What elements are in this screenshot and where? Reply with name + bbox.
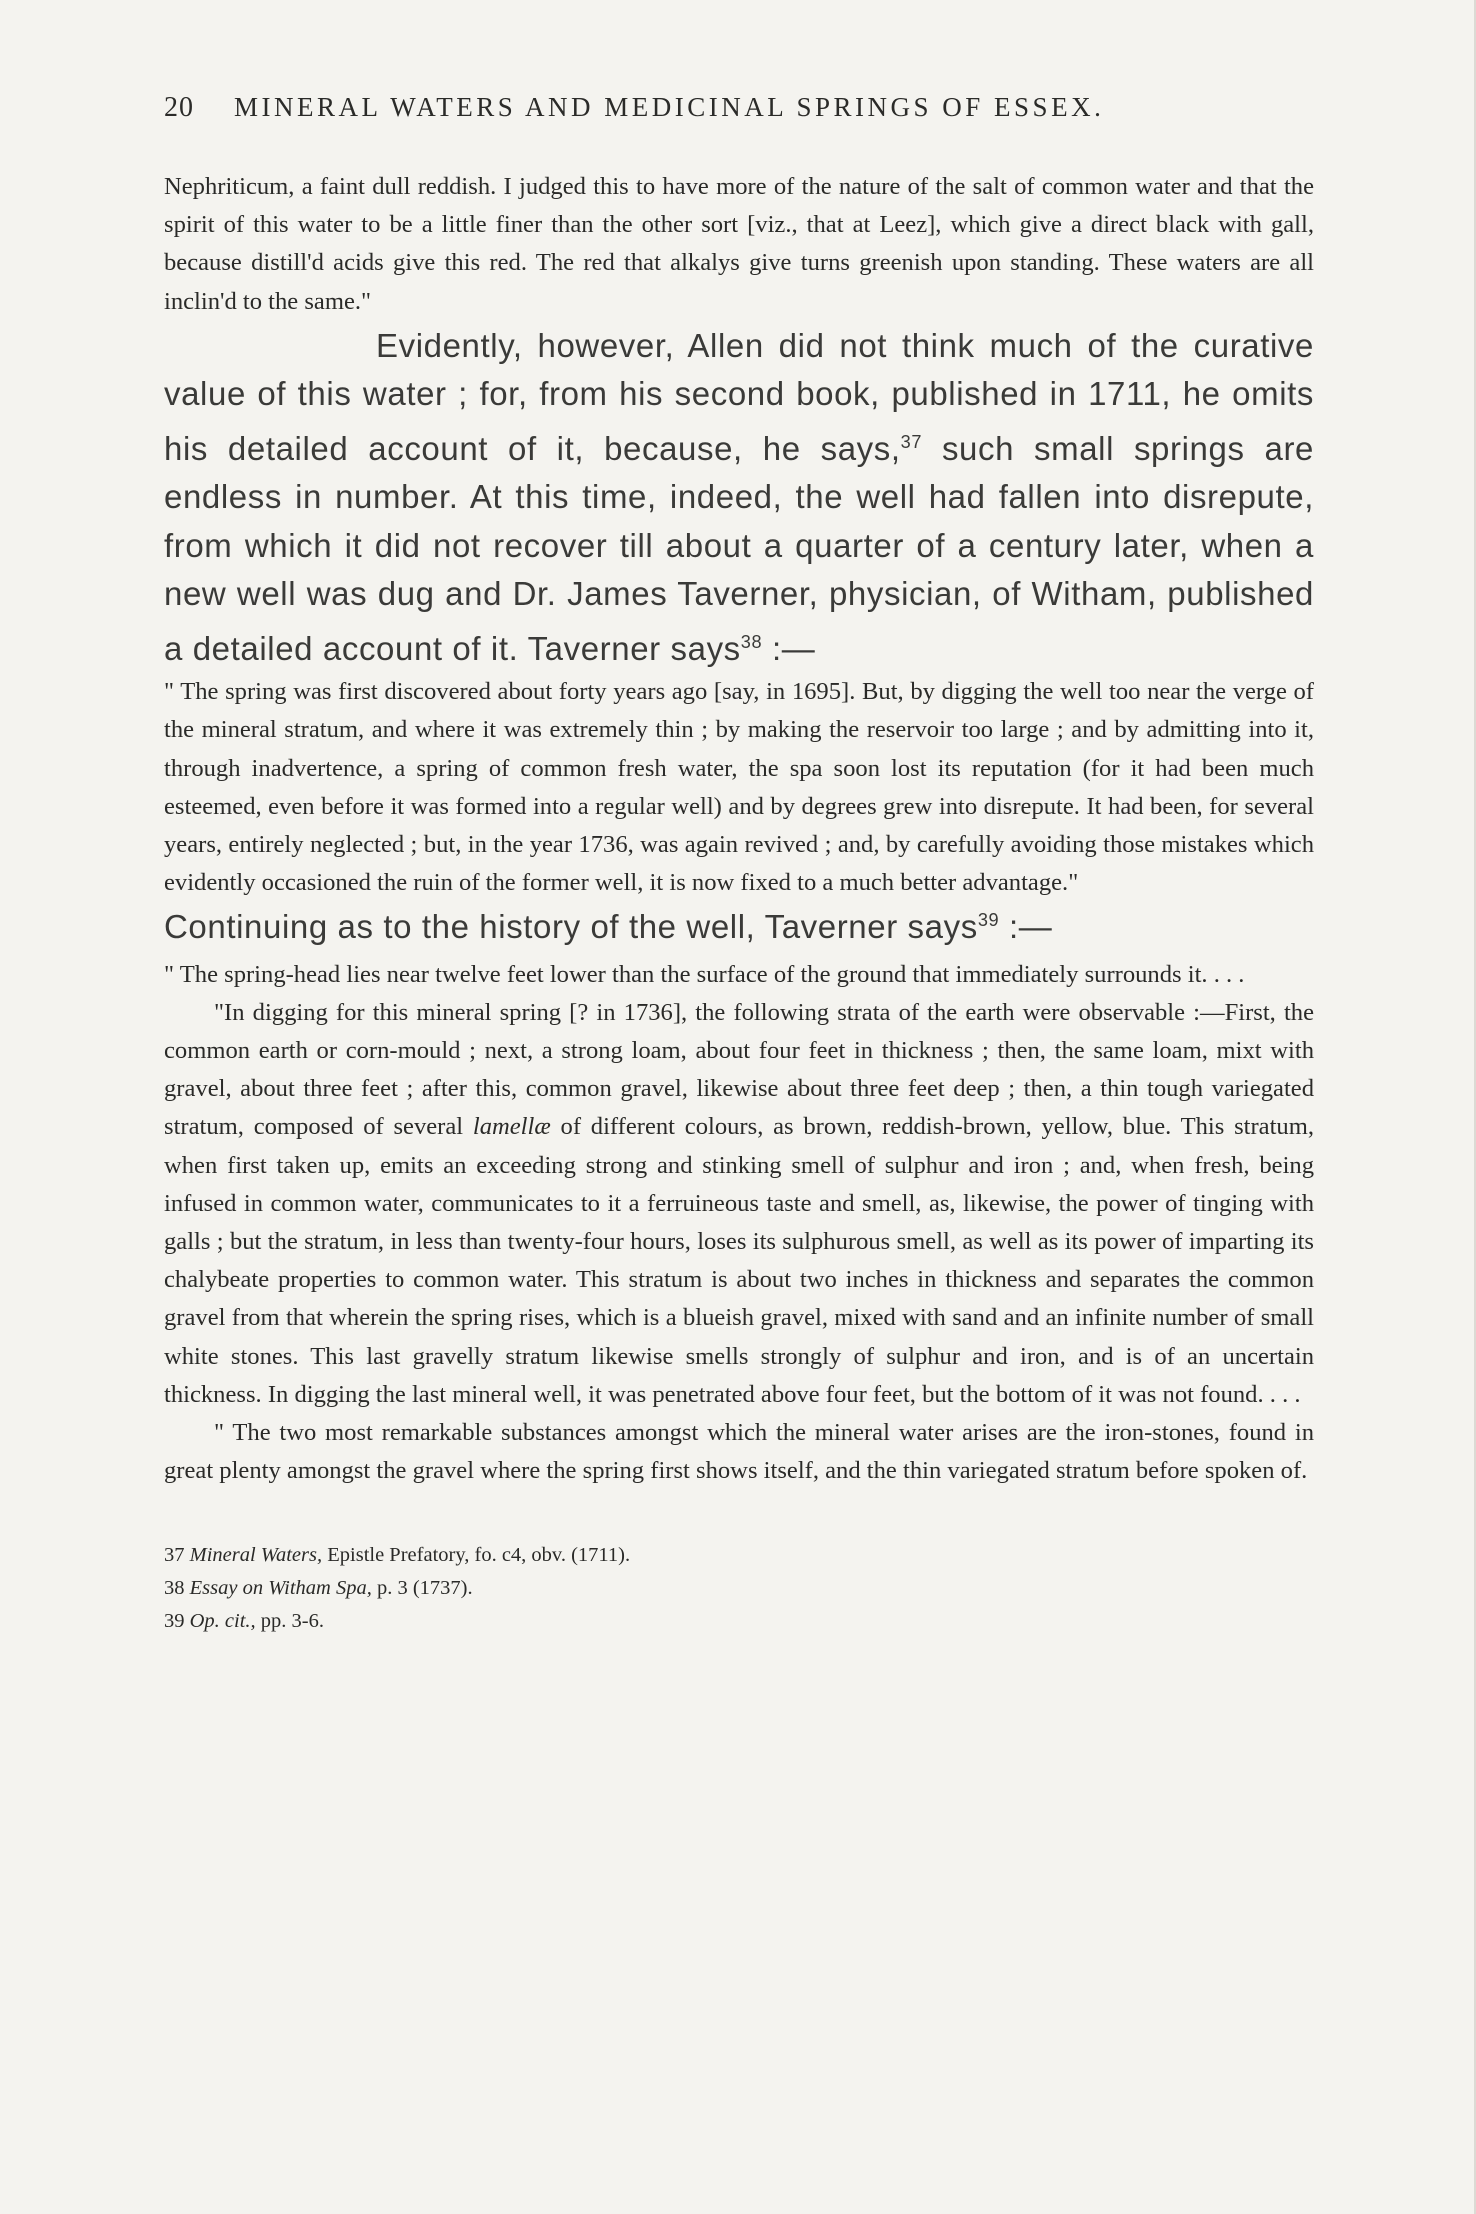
- paragraph-allen: [164, 322, 1314, 673]
- footnote-rest: Epistle Prefatory, fo. c4, obv. (1711).: [322, 1543, 631, 1566]
- footnote-37: [164, 1539, 1314, 1572]
- footnote-38: [164, 1572, 1314, 1605]
- quote-spring-head: " The spring-head lies near twelve feet lower than the surface of the ground that immediately surrounds it. . . .: [164, 960, 1245, 988]
- footnote-number: 37: [164, 1543, 185, 1566]
- footnote-title: Mineral Waters,: [189, 1543, 323, 1566]
- paragraph-allen-end: :—: [762, 630, 816, 668]
- quote-strata-italic: lamellæ: [472, 1113, 551, 1141]
- quote-spring-discovered: " The spring was first discovered about forty years ago [say, in 1695]. But, by digging the well too near the verge of the mineral stratum, and where it was extremely thin ; by making the reservoir too large ; and by admitting into it, through inadvertence, a spring of common fresh water, the spa soon lost its reputation (for it had been much esteemed, even before it was formed into a regular well) and by degrees grew into disrepute. It had been, for several years, entirely neglected ; but, in the year 1736, was again revived ; and, by carefully avoiding those mistakes which evidently occasioned the ruin of the former well, it is now fixed to a much better advantage.": [164, 678, 1314, 897]
- page-content: [164, 92, 1314, 1638]
- quote-strata: [164, 994, 1314, 1414]
- paragraph-allen-text-2: such small springs are endless in number. At this time, indeed, the well had fallen into disrepute, from which it did not recover till about a quarter of a century later, when a new well was dug and Dr. James Taverner, physician, of Witham, published a detailed account of it. Taverner says: [164, 430, 1314, 668]
- footnote-title: Essay on Witham Spa,: [189, 1576, 372, 1599]
- footnote-title: Op. cit.,: [189, 1609, 256, 1632]
- footnote-rest: pp. 3-6.: [255, 1609, 324, 1632]
- quote-substances: " The two most remarkable substances amongst which the mineral water arises are the iron-stones, found in great plenty amongst the gravel where the spring first shows itself, and the thin variegated stratum before spoken of.: [164, 1419, 1314, 1485]
- footnote-rest: p. 3 (1737).: [371, 1576, 473, 1599]
- paragraph-nephriticum: Nephriticum, a faint dull reddish. I judged this to have more of the nature of the salt of common water and that the spirit of this water to be a little finer than the other sort [viz., that at Leez], which give a direct black with gall, because distill'd acids give this red. The red that alkalys give turns greenish upon standing. These waters are all inclin'd to the same.": [164, 173, 1314, 315]
- paragraph-continuing: [164, 896, 1314, 951]
- footnote-39: [164, 1605, 1314, 1638]
- page-number: 20: [164, 92, 194, 123]
- running-title: MINERAL WATERS AND MEDICINAL SPRINGS OF ESSEX.: [234, 92, 1105, 122]
- footnote-ref-39: 39: [977, 910, 1000, 931]
- paragraph-allen-text: Evidently, however, Allen did not think much of the curative value of this water ; for, from his second book, published in 1711, he omits his detailed account of it, because, he says,: [164, 326, 1314, 468]
- quote-strata-text-2: of different colours, as brown, reddish-brown, yellow, blue. This stratum, when first taken up, emits an exceeding strong and stinking smell of sulphur and iron ; and, when fresh, being infused in common water, communicates to it a ferruineous taste and smell, as, likewise, the power of tinging with galls ; but the stratum, in less than twenty-four hours, loses its sulphurous smell, as well as its power of imparting its chalybeate properties to common water. This stratum is about two inches in thickness and separates the common gravel from that wherein the spring rises, which is a blueish gravel, mixed with sand and an infinite number of small white stones. This last gravelly stratum likewise smells strongly of sulphur and iron, and is of an uncertain thickness. In digging the last mineral well, it was penetrated above four feet, but the bottom of it was not found. . . .: [164, 1113, 1315, 1408]
- quote-strata-text-1: "In digging for this mineral spring [? in 1736], the following strata of the earth were observable :—First, the common earth or corn-mould ; next, a strong loam, about four feet in thickness ; then, the same loam, mixt with gravel, about three feet ; after this, common gravel, likewise about three feet deep ; then, a thin tough variegated stratum, composed of several: [164, 998, 1314, 1141]
- footnote-ref-38: 38: [740, 632, 763, 653]
- running-header: [164, 92, 1314, 124]
- footnote-number: 38: [164, 1576, 185, 1599]
- footnote-number: 39: [164, 1609, 185, 1632]
- paragraph-continuing-end: :—: [999, 908, 1053, 946]
- footnote-ref-37: 37: [900, 432, 923, 453]
- paragraph-continuing-text: Continuing as to the history of the well, Taverner says: [164, 908, 978, 946]
- footnotes: [164, 1539, 1314, 1638]
